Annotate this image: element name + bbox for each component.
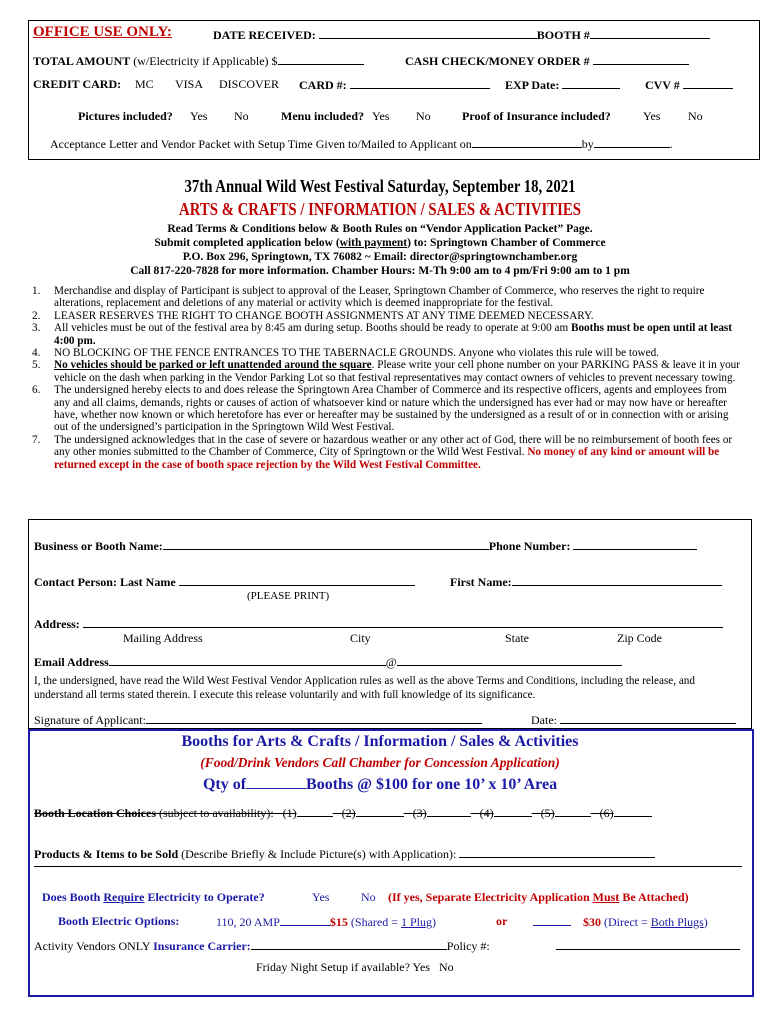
electric-option-2[interactable]: $30 (Direct = Both Plugs) xyxy=(533,914,708,930)
card-num-field[interactable] xyxy=(350,77,490,89)
city-label: City xyxy=(350,631,371,645)
products-row: Products & Items to be Sold (Describe Briefly & Include Picture(s) with Application): xyxy=(34,846,655,862)
exp-date-row: EXP Date: xyxy=(505,77,620,93)
rule-2: 2. LEASER RESERVES THE RIGHT TO CHANGE BOOTH ASSIGNMENTS AT ANY TIME DEEMED NECESSARY. xyxy=(32,309,594,322)
menu-yes[interactable]: Yes xyxy=(372,109,390,123)
friday-setup-row: Friday Night Setup if available? Yes No xyxy=(256,960,454,974)
electric-note: (If yes, Separate Electricity Application Must Be Attached) xyxy=(388,890,689,904)
mailing-address-label: Mailing Address xyxy=(123,631,203,645)
state-label: State xyxy=(505,631,529,645)
address-row: Address: xyxy=(34,616,723,632)
rule-7: 7. The undersigned acknowledges that in the case of severe or hazardous weather or any other act of God, there will be no reimbursement of booth fees or any other monies submitted to the Chamber of Commerce, City of Springtown or the Wild West Festival. No money of any kind or amount will be returned except in the case of booth space rejection by the Wild West Festival Committee. xyxy=(32,433,733,471)
location-choice-1[interactable]: (1) xyxy=(283,806,333,820)
insurance-yes[interactable]: Yes xyxy=(643,109,661,123)
office-use-title: OFFICE USE ONLY: xyxy=(33,24,172,40)
signature-field[interactable] xyxy=(146,712,482,724)
date-received-label: DATE RECEIVED: BOOTH # xyxy=(213,27,710,43)
rule-4: 4. NO BLOCKING OF THE FENCE ENTRANCES TO THE TABERNACLE GROUNDS. Anyone who violates this rule will be towed. xyxy=(32,347,659,360)
insurance-included-label: Proof of Insurance included? xyxy=(462,109,611,123)
header-submit: Submit completed application below (with payment) to: Springtown Chamber of Commerce xyxy=(154,237,606,249)
phone-field[interactable] xyxy=(573,538,697,550)
exp-date-field[interactable] xyxy=(562,77,620,89)
products-field[interactable] xyxy=(459,846,655,858)
first-name-row: First Name: xyxy=(450,574,722,590)
please-print-note: (PLEASE PRINT) xyxy=(247,590,330,602)
signature-row: Signature of Applicant: xyxy=(34,712,482,728)
rule-3: 3. All vehicles must be out of the festival area by 8:45 am during setup. Booths should be ready to operate at 9:00 am Booths must be open until at least 4:00 pm. xyxy=(32,322,732,347)
electric-yes[interactable]: Yes xyxy=(312,890,330,904)
location-choice-2[interactable]: (2) xyxy=(342,806,404,820)
friday-no[interactable]: No xyxy=(439,960,454,974)
electric-options-label: Booth Electric Options: xyxy=(58,914,180,928)
booth-num-field[interactable] xyxy=(590,27,710,39)
contact-last-row: Contact Person: Last Name xyxy=(34,574,415,590)
menu-no[interactable]: No xyxy=(416,109,431,123)
date-row: Date: xyxy=(531,712,736,728)
total-amount-row: TOTAL AMOUNT (w/Electricity if Applicable) $ xyxy=(33,53,364,69)
insurance-row: Activity Vendors ONLY Insurance Carrier: Policy #: xyxy=(34,939,490,953)
card-type-discover[interactable]: DISCOVER xyxy=(219,77,280,91)
products-extra-line[interactable] xyxy=(34,866,742,867)
electric-question: Does Booth Require Electricity to Operate? xyxy=(42,890,265,904)
booth-location-row: Booth Location Choices (subject to availability): (1) (2) (3) (4) (5) (6) xyxy=(34,805,652,821)
acceptance-by-field[interactable] xyxy=(594,136,670,148)
rule-5: 5. No vehicles should be parked or left unattended around the square. Please write your cell phone number on your PARKING PASS & leave it in your vehicle on the dash when parking in the Vendor Parking Lot so that festival representatives may contact owners of vehicles to prevent necessary towing. xyxy=(32,359,740,384)
location-choice-3[interactable]: (3) xyxy=(413,806,471,820)
cash-check-field[interactable] xyxy=(593,53,689,65)
electric-or: or xyxy=(496,914,508,928)
cvv-field[interactable] xyxy=(683,77,733,89)
menu-included-label: Menu included? xyxy=(281,109,365,123)
acceptance-date-field[interactable] xyxy=(472,136,582,148)
signature-date-field[interactable] xyxy=(560,712,736,724)
total-amount-field[interactable] xyxy=(278,53,364,65)
header-address: P.O. Box 296, Springtown, TX 76082 ~ Email: director@springtownchamber.org xyxy=(182,251,578,263)
card-type-mc[interactable]: MC xyxy=(135,77,154,91)
policy-field[interactable] xyxy=(556,938,740,950)
card-type-visa[interactable]: VISA xyxy=(175,77,204,91)
header-contact: Call 817-220-7828 for more information. Chamber Hours: M-Th 9:00 am to 4 pm/Fri 9:00 am to 1 pm xyxy=(130,265,630,277)
location-choice-5[interactable]: (5) xyxy=(541,806,591,820)
address-field[interactable] xyxy=(83,616,723,628)
business-name-field[interactable] xyxy=(163,538,489,550)
location-choice-6[interactable]: (6) xyxy=(600,806,652,820)
zip-label: Zip Code xyxy=(617,631,662,645)
card-num-row: CARD #: xyxy=(299,77,490,93)
business-row: Business or Booth Name: Phone Number: xyxy=(34,538,697,554)
rule-6: 6. The undersigned hereby elects to and does release the Springtown Area Chamber of Commerce and its respective officers, agents and employees from any and all claims, demands, rights or causes of action of whatsoever kind or nature which the undersigned has ever had or may now have or hereafter have, whether now known or which heretofore has ever or hereafter may be sustained by the undersigned as a result of or in connection with or arising out of the undersigned’s participation in the Springtown Wild West Festival. xyxy=(32,384,729,434)
festival-title: 37th Annual Wild West Festival Saturday, September 18, 2021 xyxy=(184,176,576,196)
cvv-row: CVV # xyxy=(645,77,733,93)
policy-field-wrap xyxy=(556,938,740,954)
first-name-field[interactable] xyxy=(512,574,722,586)
email-row: Email Address @ xyxy=(34,654,622,670)
credit-card-label: CREDIT CARD: xyxy=(33,77,122,91)
food-vendors-note: (Food/Drink Vendors Call Chamber for Concession Application) xyxy=(200,755,560,770)
release-statement: I, the undersigned, have read the Wild West Festival Vendor Application rules as well as the above Terms and Conditions, including the release, and understand all terms stated therein. I execute this release voluntarily and with full knowledge of its significance. xyxy=(34,675,695,701)
location-choice-4[interactable]: (4) xyxy=(480,806,532,820)
friday-yes[interactable]: Yes xyxy=(412,960,430,974)
pictures-included-label: Pictures included? xyxy=(78,109,173,123)
insurance-no[interactable]: No xyxy=(688,109,703,123)
festival-subtitle: ARTS & CRAFTS / INFORMATION / SALES & ACTIVITIES xyxy=(179,199,581,219)
terms-list xyxy=(32,285,744,471)
electric-no[interactable]: No xyxy=(361,890,376,904)
pictures-no[interactable]: No xyxy=(234,109,249,123)
acceptance-row: Acceptance Letter and Vendor Packet with Setup Time Given to/Mailed to Applicant on by . xyxy=(50,137,673,151)
date-received-field[interactable] xyxy=(319,27,537,39)
booths-title: Booths for Arts & Crafts / Information / Sales & Activities xyxy=(181,733,579,750)
cash-check-row: CASH CHECK/MONEY ORDER # xyxy=(405,53,689,69)
booth-qty-row: Qty of Booths @ $100 for one 10’ x 10’ Area xyxy=(202,776,558,793)
email-user-field[interactable] xyxy=(109,654,386,666)
insurance-carrier-field[interactable] xyxy=(251,938,447,950)
electric-option-1[interactable]: 110, 20 AMP $15 (Shared = 1 Plug) xyxy=(216,915,437,929)
email-domain-field[interactable] xyxy=(397,654,622,666)
header-read-terms: Read Terms & Conditions below & Booth Rules on “Vendor Application Packet” Page. xyxy=(167,223,593,235)
booth-qty-field[interactable] xyxy=(246,777,306,789)
rule-1: 1. Merchandise and display of Participant is subject to approval of the Leaser, Springtown Chamber of Commerce, who reserves the right to require alterations, replacement and deletions of any material or activity which is deemed inappropriate for the festival. xyxy=(32,285,705,310)
pictures-yes[interactable]: Yes xyxy=(190,109,208,123)
last-name-field[interactable] xyxy=(179,574,415,586)
